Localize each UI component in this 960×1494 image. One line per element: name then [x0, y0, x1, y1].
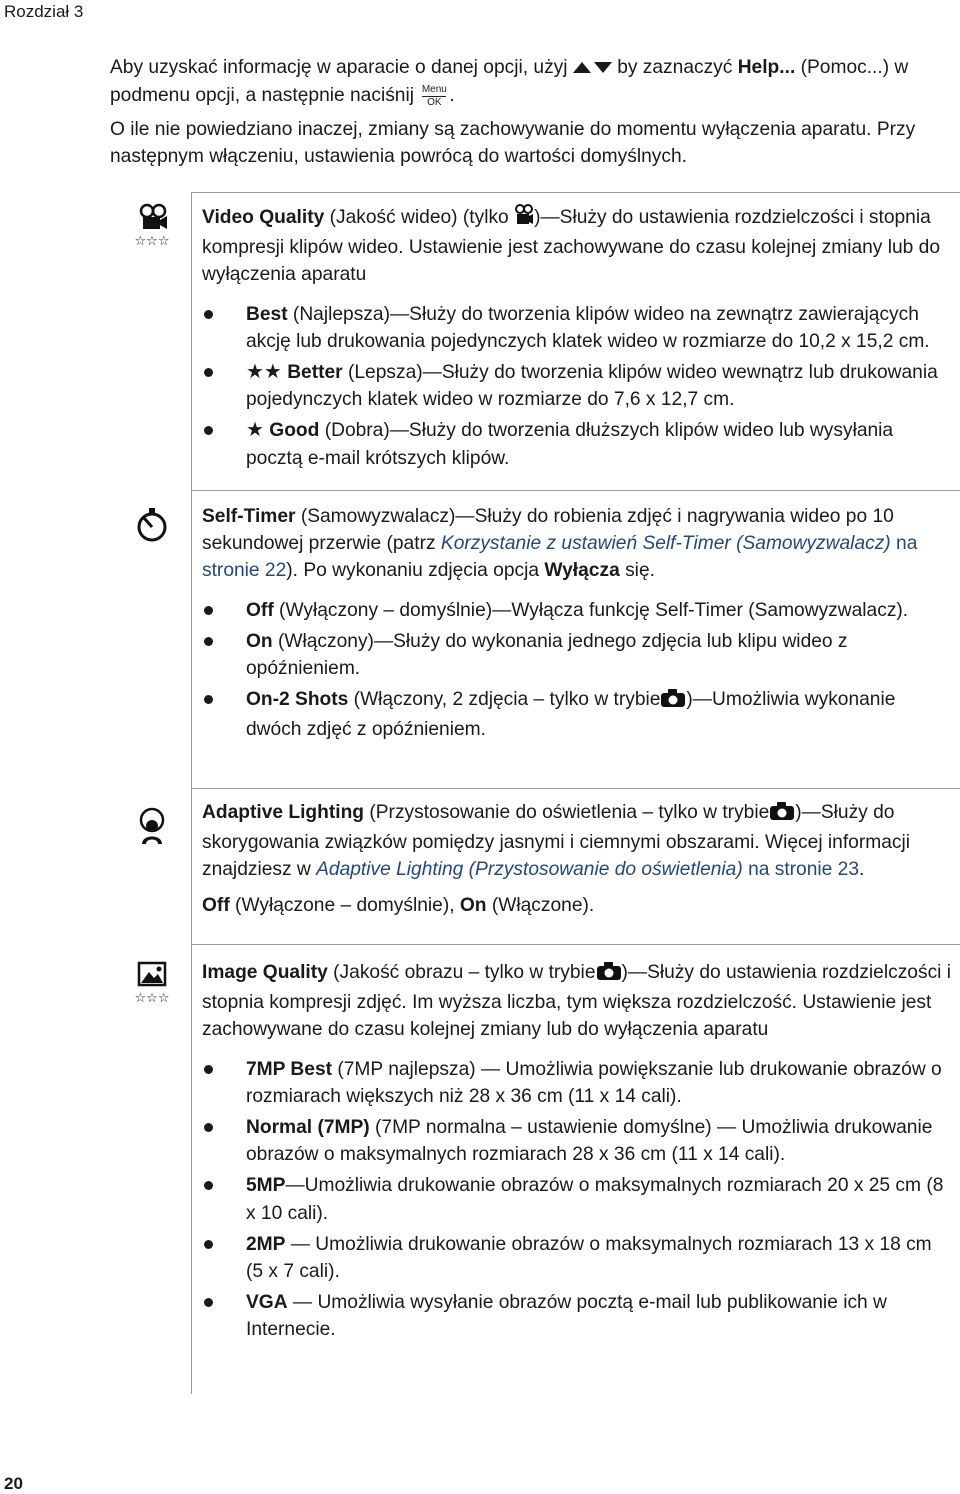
- camera-mode-icon: [596, 961, 622, 989]
- stars-icon: ★★: [246, 361, 282, 384]
- page-number: 20: [4, 1474, 23, 1493]
- image-quality-options: [202, 1056, 954, 1344]
- svg-text:☆☆☆: ☆☆☆: [134, 991, 170, 1006]
- image-quality-icon: [130, 960, 174, 1011]
- intro: [110, 54, 960, 171]
- table-column-rule: [191, 192, 192, 490]
- list-item: ★★ Better (Lepsza)—Służy do tworzenia klipów wideo wewnątrz lub drukowania pojedynczych klatek wideo w rozmiarze do 7,6 x 12,7 cm.: [202, 359, 954, 413]
- list-item: Normal (7MP) (7MP normalna – ustawienie domyślne) — Umożliwia drukowanie obrazów o maksymalnych rozmiarach 28 x 36 cm (11 x 14 cali).: [202, 1114, 954, 1168]
- table-column-rule: [191, 490, 192, 788]
- video-quality-section: Video Quality (Jakość wideo) (tylko )—Służy do ustawienia rozdzielczości i stopnia kompresji klipów wideo. Ustawienie jest zachowywane do czasu kolejnej zmiany lub do wyłączenia aparatu Best (Najlepsza)—Służy do tworzenia klipów wideo na zewnątrz zawierających akcję lub drukowania pojedynczych klatek wideo w rozmiarze do 10,2 x 15,2 cm. ★★ Better (Lepsza)—Służy do tworzenia klipów wideo wewnątrz lub drukowania pojedynczych klatek wideo w rozmiarze do 7,6 x 12,7 cm. ★ Good (Dobra)—Służy do tworzenia dłuższych klipów wideo lub wysyłania pocztą e-mail krótszych klipów.: [202, 204, 954, 476]
- list-item: VGA — Umożliwia wysyłanie obrazów pocztą e-mail lub publikowanie ich w Internecie.: [202, 1289, 954, 1343]
- adaptive-lighting-icon: [130, 806, 174, 851]
- list-item: 2MP — Umożliwia drukowanie obrazów o maksymalnych rozmiarach 13 x 18 cm (5 x 7 cali).: [202, 1231, 954, 1285]
- table-divider: [191, 192, 960, 193]
- adaptive-lighting-link[interactable]: Adaptive Lighting (Przystosowanie do oświetlenia): [316, 859, 743, 881]
- self-timer-link[interactable]: Korzystanie z ustawień Self-Timer (Samowyzwalacz): [440, 533, 891, 555]
- table-divider: [191, 944, 960, 945]
- list-item: Off (Wyłączony – domyślnie)—Wyłącza funkcję Self-Timer (Samowyzwalacz).: [202, 597, 954, 624]
- self-timer-section: Self-Timer (Samowyzwalacz)—Służy do robienia zdjęć i nagrywania wideo po 10 sekundowej przerwie (patrz Korzystanie z ustawień Self-Timer (Samowyzwalacz) na stronie 22). Po wykonaniu zdjęcia opcja Wyłącza się. Off (Wyłączony – domyślnie)—Wyłącza funkcję Self-Timer (Samowyzwalacz). On (Włączony)—Służy do wykonania jednego zdjęcia lub klipu wideo z opóźnieniem. On-2 Shots (Włączony, 2 zdjęcia – tylko w trybie )—Umożliwia wykonanie dwóch zdjęć z opóźnieniem.: [202, 503, 954, 748]
- up-down-arrows-icon: [573, 57, 612, 78]
- self-timer-icon: [130, 505, 174, 550]
- camera-mode-icon: [769, 801, 795, 829]
- intro-paragraph-1: Aby uzyskać informację w aparacie o danej opcji, użyj by zaznaczyć Help... (Pomoc...) w podmenu opcji, a następnie naciśnij Menu OK .: [110, 57, 909, 108]
- chapter-heading: Rozdział 3: [4, 2, 84, 21]
- list-item: Best (Najlepsza)—Służy do tworzenia klipów wideo na zewnątrz zawierających akcję lub drukowania pojedynczych klatek wideo w rozmiarze do 10,2 x 15,2 cm.: [202, 301, 954, 355]
- star-icon: ★: [246, 419, 264, 442]
- list-item: On (Włączony)—Służy do wykonania jednego zdjęcia lub klipu wideo z opóźnieniem.: [202, 628, 954, 682]
- list-item: 5MP—Umożliwia drukowanie obrazów o maksymalnych rozmiarach 20 x 25 cm (8 x 10 cali).: [202, 1172, 954, 1226]
- video-quality-icon: [130, 203, 174, 254]
- list-item: On-2 Shots (Włączony, 2 zdjęcia – tylko w trybie )—Umożliwia wykonanie dwóch zdjęć z opóźnieniem.: [202, 686, 954, 743]
- menu-ok-icon: Menu OK: [421, 83, 447, 108]
- table-column-rule: [191, 944, 192, 1394]
- table-divider: [191, 788, 960, 789]
- video-mode-icon: [514, 204, 534, 234]
- table-divider: [191, 490, 960, 491]
- video-quality-options: [202, 301, 954, 472]
- camera-mode-icon: [660, 688, 686, 716]
- image-quality-section: Image Quality (Jakość obrazu – tylko w trybie )—Służy do ustawienia rozdzielczości i stopnia kompresji zdjęć. Im wyższa liczba, tym większa rozdzielczość. Ustawienie jest zachowywane do czasu kolejnej zmiany lub do wyłączenia aparatu 7MP Best (7MP najlepsza) — Umożliwia powiększanie lub drukowanie obrazów o rozmiarach większych niż 28 x 36 cm (11 x 14 cali). Normal (7MP) (7MP normalna – ustawienie domyślne) — Umożliwia drukowanie obrazów o maksymalnych rozmiarach 28 x 36 cm (11 x 14 cali). 5MP—Umożliwia drukowanie obrazów o maksymalnych rozmiarach 20 x 25 cm (8 x 10 cali). 2MP — Umożliwia drukowanie obrazów o maksymalnych rozmiarach 13 x 18 cm (5 x 7 cali). VGA — Umożliwia wysyłanie obrazów pocztą e-mail lub publikowanie ich w Internecie.: [202, 959, 954, 1348]
- svg-text:☆☆☆: ☆☆☆: [134, 234, 170, 249]
- list-item: ★ Good (Dobra)—Służy do tworzenia dłuższych klipów wideo lub wysyłania pocztą e-mail krótszych klipów.: [202, 417, 954, 471]
- intro-paragraph-2: O ile nie powiedziano inaczej, zmiany są zachowywanie do momentu wyłączenia aparatu. Przy następnym włączeniu, ustawienia powrócą do wartości domyślnych.: [110, 118, 916, 167]
- list-item: 7MP Best (7MP najlepsza) — Umożliwia powiększanie lub drukowanie obrazów o rozmiarach większych niż 28 x 36 cm (11 x 14 cali).: [202, 1056, 954, 1110]
- self-timer-options: [202, 597, 954, 744]
- table-column-rule: [191, 788, 192, 944]
- adaptive-lighting-section: Adaptive Lighting (Przystosowanie do oświetlenia – tylko w trybie )—Służy do skorygowania związków pomiędzy jasnymi i ciemnymi obszarami. Więcej informacji znajdziesz w Adaptive Lighting (Przystosowanie do oświetlenia) na stronie 23. Off (Wyłączone – domyślnie), On (Włączone).: [202, 802, 911, 916]
